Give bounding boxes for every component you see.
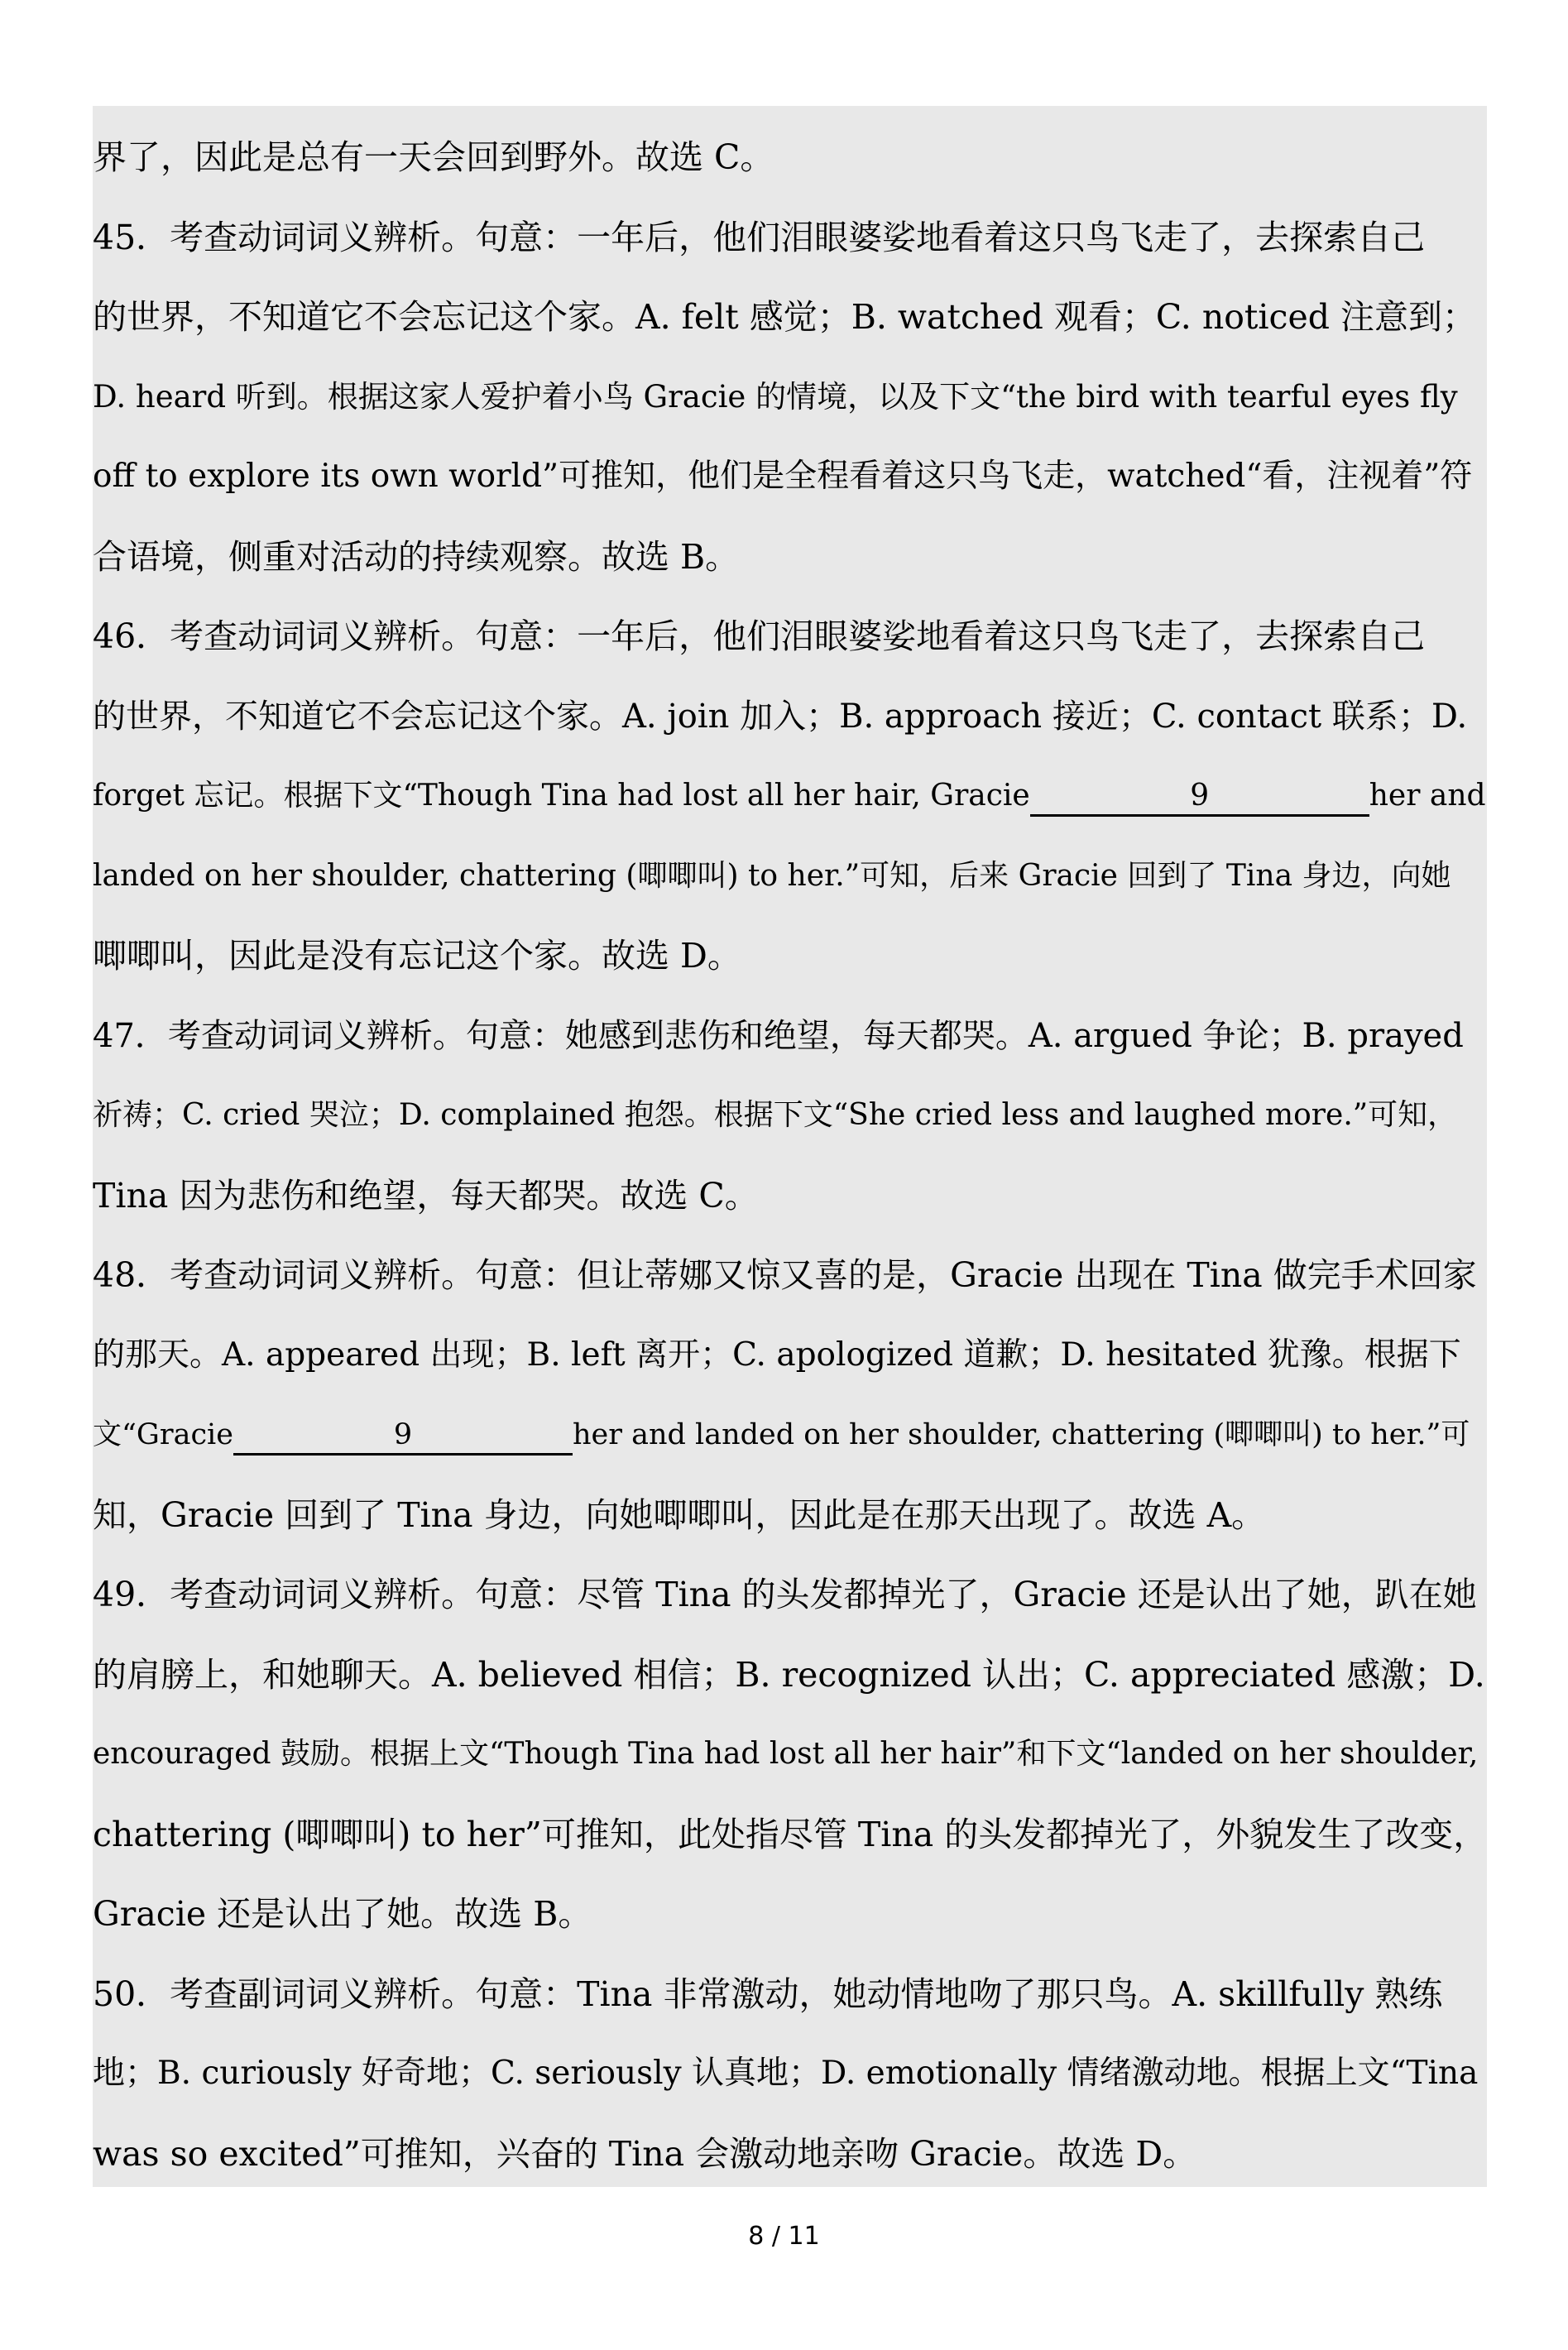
text-line: 地；B. curiously 好奇地；C. seriously 认真地；D. emotionally 情绪激动地。根据上文“Tina (93, 2055, 1479, 2092)
text-before-blank: forget 忘记。根据下文“Though Tina had lost all her hair, Gracie (93, 779, 1030, 813)
fill-in-blank: 9 (1030, 778, 1369, 817)
text-line: 知，Gracie 回到了 Tina 身边，向她唧唧叫，因此是在那天出现了。故选 A。 (93, 1494, 1266, 1535)
text-line: D. heard 听到。根据这家人爱护着小鸟 Gracie 的情境，以及下文“the bird with tearful eyes fly (93, 378, 1458, 415)
text-line: 47．考查动词词义辨析。句意：她感到悲伤和绝望，每天都哭。A. argued 争论；B. prayed (93, 1016, 1464, 1055)
text-line: 的世界，不知道它不会忘记这个家。A. felt 感觉；B. watched 观看；C. noticed 注意到； (93, 297, 1477, 337)
text-line: 45．考查动词词义辨析。句意：一年后，他们泪眼婆娑地看着这只鸟飞走了，去探索自己 (93, 217, 1426, 257)
text-line: 的世界，不知道它不会忘记这个家。A. join 加入；B. approach 接近；C. contact 联系；D. (93, 697, 1468, 736)
text-line: landed on her shoulder, chattering (唧唧叫) to her.”可知，后来 Gracie 回到了 Tina 身边，向她 (93, 858, 1451, 893)
text-before-blank: 文“Gracie (93, 1418, 233, 1451)
text-line: 48．考查动词词义辨析。句意：但让蒂娜又惊又喜的是，Gracie 出现在 Tina 做完手术回家 (93, 1255, 1477, 1295)
text-line: Gracie 还是认出了她。故选 B。 (93, 1894, 592, 1934)
text-line: 界了，因此是总有一天会回到野外。故选 C。 (93, 137, 774, 177)
text-after-blank: her and landed on her shoulder, chattering (唧唧叫) to her.”可 (572, 1418, 1470, 1451)
text-line: 合语境，侧重对活动的持续观察。故选 B。 (93, 536, 740, 577)
text-line: was so excited”可推知，兴奋的 Tina 会激动地亲吻 Gracie。故选 D。 (93, 2133, 1197, 2174)
text-line: encouraged 鼓励。根据上文“Though Tina had lost all her hair”和下文“landed on her shoulder, (93, 1737, 1479, 1771)
text-line: 的肩膀上，和她聊天。A. believed 相信；B. recognized 认出；C. appreciated 感激；D. (93, 1654, 1485, 1695)
page-number: 8 / 11 (748, 2222, 820, 2251)
text-line-with-blank (93, 756, 1487, 837)
answer-explanation-block (93, 106, 1487, 2187)
text-line: 50．考查副词词义辨析。句意：Tina 非常激动，她动情地吻了那只鸟。A. skillfully 熟练 (93, 1974, 1443, 2014)
fill-in-blank: 9 (233, 1417, 573, 1456)
text-line-with-blank (93, 1395, 1487, 1475)
text-line: 49．考查动词词义辨析。句意：尽管 Tina 的头发都掉光了，Gracie 还是认出了她，趴在她 (93, 1575, 1477, 1614)
text-line: 唧唧叫，因此是没有忘记这个家。故选 D。 (93, 936, 741, 976)
text-after-blank: her and (1369, 779, 1486, 813)
text-line: 的那天。A. appeared 出现；B. left 离开；C. apologized 道歉；D. hesitated 犹豫。根据下 (93, 1336, 1461, 1374)
text-line: off to explore its own world”可推知，他们是全程看着这只鸟飞走，watched“看，注视着”符 (93, 458, 1473, 495)
text-line: Tina 因为悲伤和绝望，每天都哭。故选 C。 (93, 1175, 759, 1216)
text-line: 46．考查动词词义辨析。句意：一年后，他们泪眼婆娑地看着这只鸟飞走了，去探索自己 (93, 616, 1426, 656)
text-line: 祈祷；C. cried 哭泣；D. complained 抱怨。根据下文“She cried less and laughed more.”可知， (93, 1098, 1458, 1132)
text-line: chattering (唧唧叫) to her”可推知，此处指尽管 Tina 的头发都掉光了，外貌发生了改变， (93, 1814, 1487, 1854)
